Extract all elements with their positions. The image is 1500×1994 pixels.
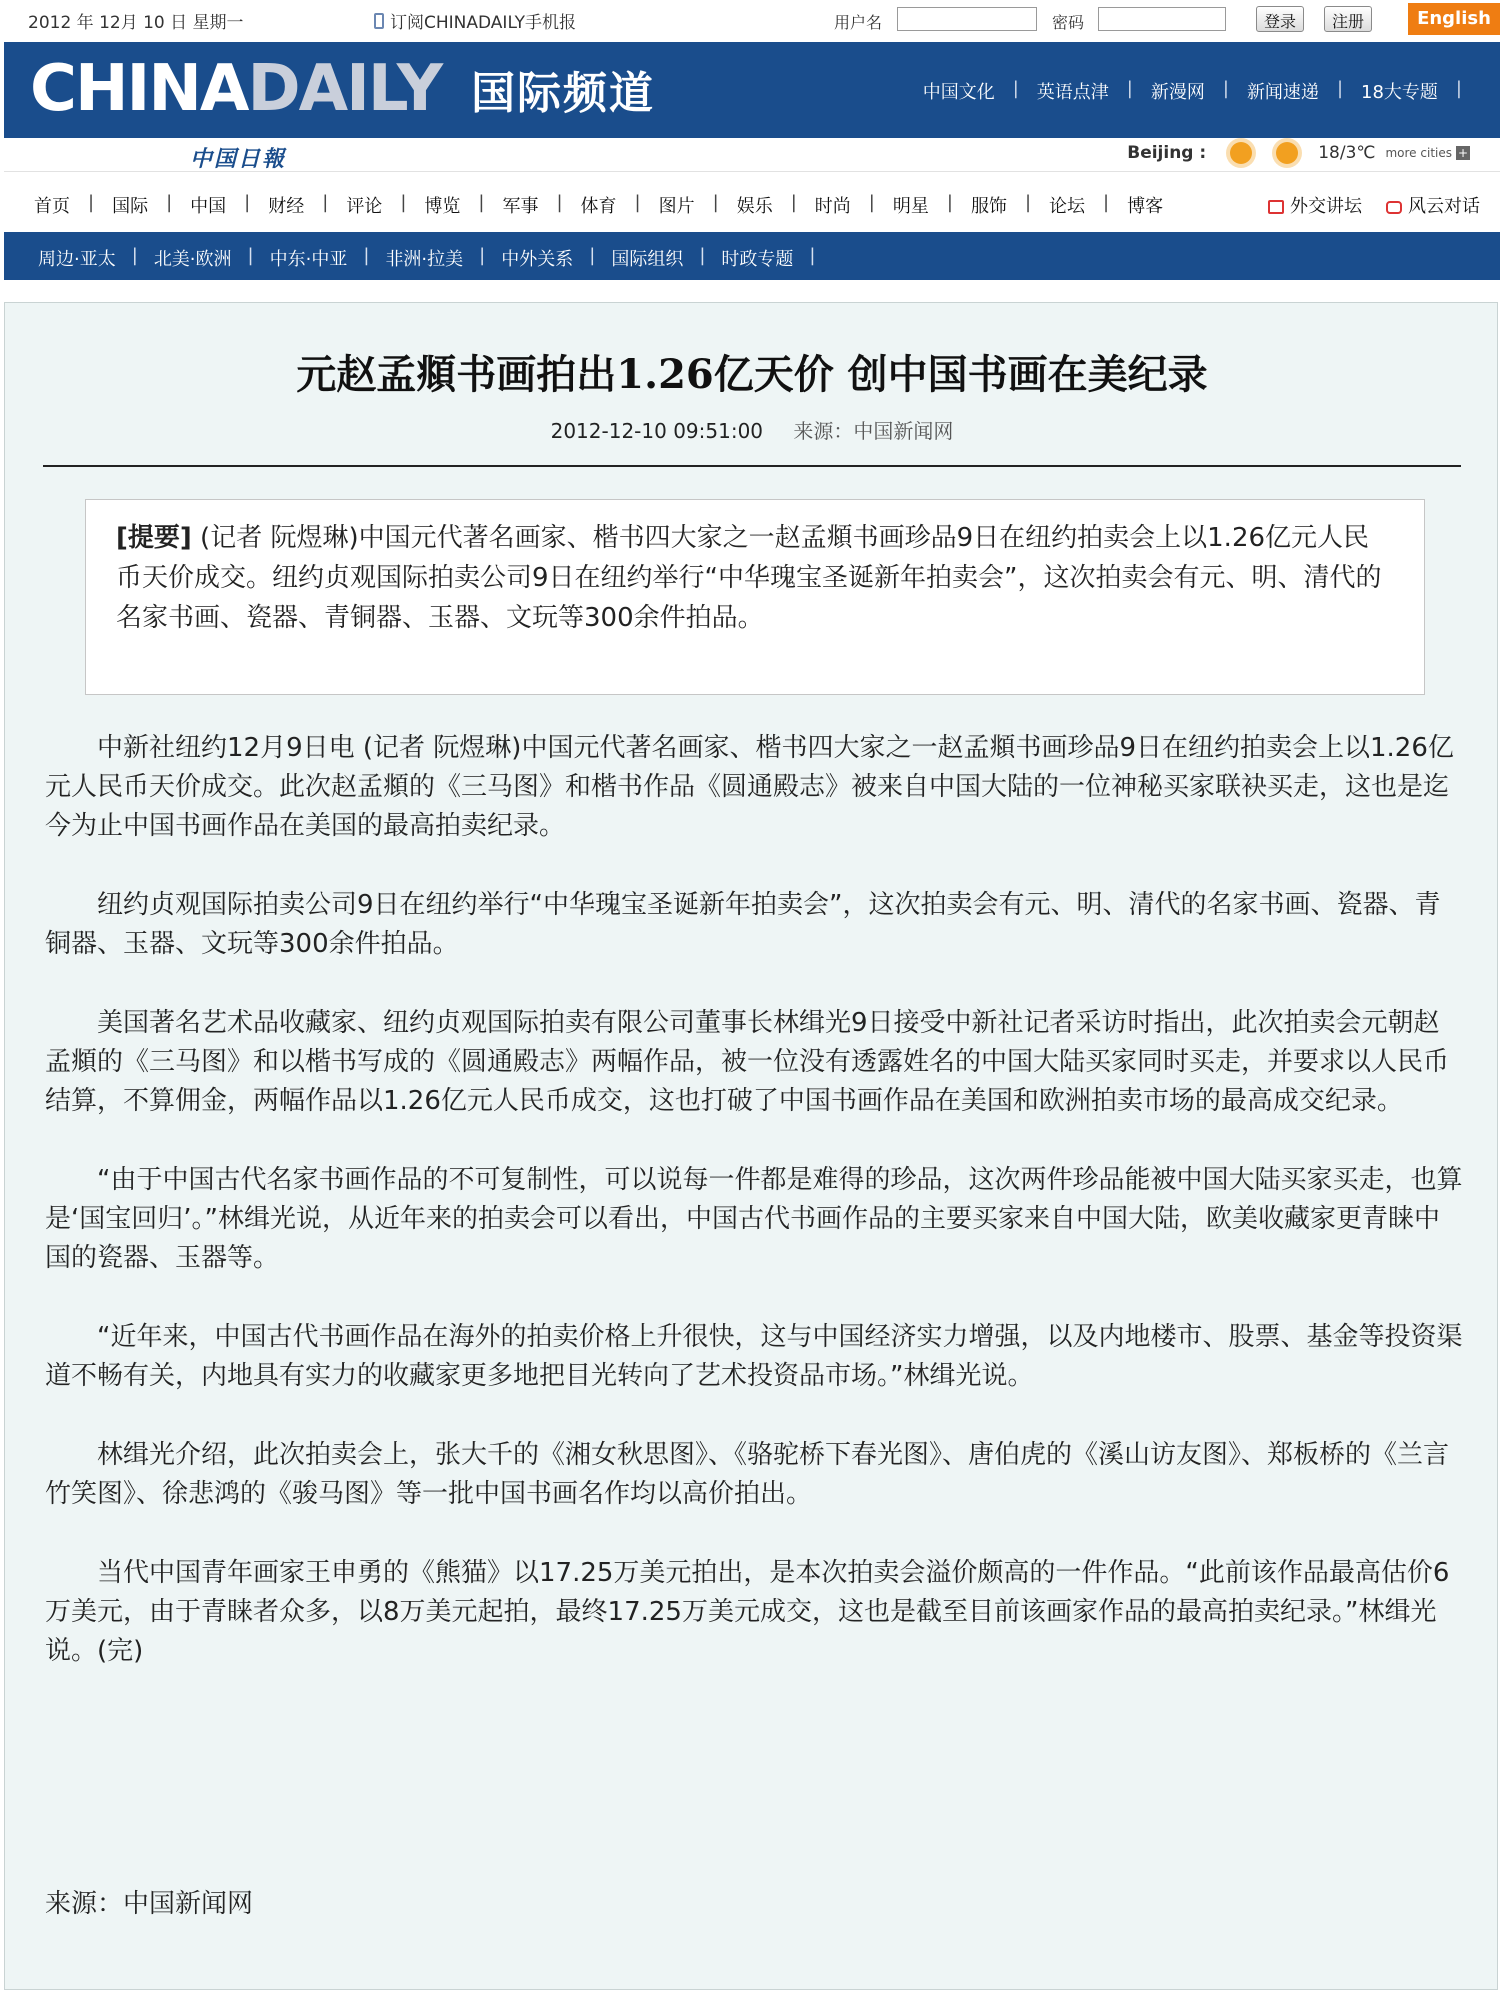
article-headline: 元赵孟頫书画拍出1.26亿天价 创中国书画在美纪录 (296, 351, 1208, 398)
logo-china: CHINA (30, 52, 248, 126)
headline-divider (43, 465, 1461, 467)
logo-text (30, 54, 441, 124)
mast-nav-item[interactable]: 新漫网 (1150, 82, 1205, 103)
chat-icon (1386, 201, 1402, 214)
phone-icon (374, 13, 384, 29)
subnav-item[interactable]: 周边·亚太 (38, 249, 116, 270)
subnav-item[interactable]: 国际组织 (611, 249, 684, 270)
username-label: 用户名 (834, 13, 883, 32)
nav-item[interactable]: 时尚 (814, 196, 851, 217)
weather-widget (1127, 142, 1470, 164)
nav-item[interactable]: 中国 (190, 196, 227, 217)
article-paragraph: “近年来，中国古代书画作品在海外的拍卖价格上升很快，这与中国经济实力增强，以及内地楼市、股票、基金等投资渠道不畅有关，内地具有实力的收藏家更多地把目光转向了艺术投资品市场。”林缉光说。 (45, 1322, 1463, 1391)
mast-nav-item[interactable]: 中国文化 (922, 82, 995, 103)
plus-icon[interactable]: + (1457, 146, 1469, 160)
article-meta (5, 415, 1499, 444)
more-cities-link[interactable]: more cities (1385, 145, 1452, 160)
subnav-item[interactable]: 非洲·拉美 (385, 249, 464, 270)
nav-item[interactable]: 服饰 (970, 196, 1007, 217)
nav-item[interactable]: 国际 (112, 196, 149, 217)
password-label: 密码 (1052, 13, 1085, 32)
dialogue-label: 风云对话 (1408, 196, 1480, 217)
main-nav-right (1268, 192, 1480, 218)
login-button[interactable]: 登录 (1256, 6, 1304, 32)
sun-icon (1230, 142, 1252, 164)
mobile-subscribe-link[interactable] (374, 8, 576, 33)
tv-icon (1268, 200, 1284, 214)
nav-item[interactable]: 评论 (346, 196, 383, 217)
mast-nav-item[interactable]: 新闻速递 (1246, 82, 1319, 103)
masthead (4, 42, 1500, 138)
summary-tag: [提要] (116, 523, 192, 553)
nav-item[interactable]: 娱乐 (736, 196, 773, 217)
sub-masthead-strip (4, 138, 1500, 172)
main-nav-items: 首页 | 国际 | 中国 | 财经 | 评论 | 博览 | 军事 | 体育 | 图片 | 娱乐 | 时尚 | 明星 | 服饰 | 论坛 | 博客 (34, 192, 1164, 217)
subnav-item[interactable]: 北美·欧洲 (153, 249, 232, 270)
article-paragraph: 林缉光介绍，此次拍卖会上，张大千的《湘女秋思图》、《骆驼桥下春光图》、唐伯虎的《溪山访友图》、郑板桥的《兰言竹笑图》、徐悲鸿的《骏马图》等一批中国书画名作均以高价拍出。 (45, 1440, 1450, 1509)
english-edition-button[interactable]: English (1408, 3, 1500, 35)
article-footer-source: 来源：中国新闻网 (45, 1889, 254, 1919)
nav-item[interactable]: 图片 (658, 196, 695, 217)
sub-nav-items: 周边·亚太 | 北美·欧洲 | 中东·中亚 | 非洲·拉美 | 中外关系 | 国际组织 | 时政专题 | (38, 245, 816, 270)
nav-item[interactable]: 军事 (502, 196, 539, 217)
channel-title: 国际频道 (471, 68, 656, 119)
nav-item[interactable]: 财经 (268, 196, 305, 217)
password-input[interactable] (1098, 7, 1226, 31)
nav-item[interactable]: 明星 (892, 196, 929, 217)
mast-nav-item[interactable]: 18大专题 (1361, 82, 1438, 103)
masthead-nav: 中国文化 | 英语点津 | 新漫网 | 新闻速递 | 18大专题 | (922, 78, 1462, 103)
register-button[interactable]: 注册 (1324, 6, 1372, 32)
diplomacy-forum-link[interactable] (1268, 192, 1362, 218)
subnav-item[interactable]: 时政专题 (721, 249, 794, 270)
nav-item[interactable]: 体育 (580, 196, 617, 217)
nav-item[interactable]: 首页 (34, 196, 70, 217)
dialogue-link[interactable] (1386, 192, 1480, 218)
summary-text: (记者 阮煜琳)中国元代著名画家、楷书四大家之一赵孟頫书画珍品9日在纽约拍卖会上以1.26亿元人民币天价成交。纽约贞观国际拍卖公司9日在纽约举行“中华瑰宝圣诞新年拍卖会”，这次拍卖会有元、明、清代的名家书画、瓷器、青铜器、玉器、文玩等300余件拍品。 (116, 523, 1382, 633)
diplomacy-forum-label: 外交讲坛 (1290, 196, 1362, 217)
article-datetime: 2012-12-10 09:51:00 (550, 419, 764, 443)
current-date: 2012 年 12月 10 日 星期一 (28, 13, 244, 33)
china-daily-seal: 中国日報 (190, 146, 287, 172)
article-paragraph: 当代中国青年画家王申勇的《熊猫》以17.25万美元拍出，是本次拍卖会溢价颇高的一件作品。“此前该作品最高估价6万美元，由于青睐者众多，以8万美元起拍，最终17.25万美元成交，这也是截至目前该画家作品的最高拍卖纪录。”林缉光说。(完) (45, 1558, 1450, 1666)
weather-city: Beijing : (1127, 143, 1207, 163)
sun-icon (1276, 142, 1298, 164)
nav-item[interactable]: 博览 (424, 196, 461, 217)
nav-item[interactable]: 论坛 (1049, 196, 1086, 217)
article-source: 来源：中国新闻网 (793, 419, 954, 443)
nav-item[interactable]: 博客 (1127, 196, 1164, 217)
article-paragraph: “由于中国古代名家书画作品的不可复制性，可以说每一件都是难得的珍品，这次两件珍品能被中国大陆买家买走，也算是‘国宝回归’。”林缉光说，从近年来的拍卖会可以看出，中国古代书画作品的主要买家来自中国大陆，欧美收藏家更青睐中国的瓷器、玉器等。 (45, 1165, 1463, 1273)
site-logo[interactable] (30, 54, 655, 124)
article-container (4, 302, 1498, 1990)
article-paragraph: 中新社纽约12月9日电 (记者 阮煜琳)中国元代著名画家、楷书四大家之一赵孟頫书画珍品9日在纽约拍卖会上以1.26亿元人民币天价成交。此次赵孟頫的《三马图》和楷书作品《圆通殿志》被来自中国大陆的一位神秘买家联袂买走，这也是迄今为止中国书画作品在美国的最高拍卖纪录。 (45, 733, 1454, 841)
article-body (45, 729, 1463, 1711)
mast-nav-item[interactable]: 英语点津 (1036, 82, 1109, 103)
username-input[interactable] (897, 7, 1037, 31)
subnav-item[interactable]: 中外关系 (501, 249, 574, 270)
mobile-subscribe-label: 订阅CHINADAILY手机报 (390, 13, 577, 33)
sub-nav (4, 232, 1500, 280)
logo-daily: DAILY (247, 52, 442, 126)
article-paragraph: 美国著名艺术品收藏家、纽约贞观国际拍卖有限公司董事长林缉光9日接受中新社记者采访时指出，此次拍卖会元朝赵孟頫的《三马图》和以楷书写成的《圆通殿志》两幅作品，被一位没有透露姓名的中国大陆买家同时买走，并要求以人民币结算，不算佣金，两幅作品以1.26亿元人民币成交，这也打破了中国书画作品在美国和欧洲拍卖市场的最高成交纪录。 (45, 1008, 1450, 1116)
article-summary (85, 499, 1425, 695)
weather-temperature: 18/3℃ (1318, 143, 1376, 163)
main-nav (4, 180, 1500, 226)
subnav-item[interactable]: 中东·中亚 (269, 249, 348, 270)
article-paragraph: 纽约贞观国际拍卖公司9日在纽约举行“中华瑰宝圣诞新年拍卖会”，这次拍卖会有元、明、清代的名家书画、瓷器、青铜器、玉器、文玩等300余件拍品。 (45, 890, 1441, 959)
top-utility-bar (0, 0, 1500, 38)
